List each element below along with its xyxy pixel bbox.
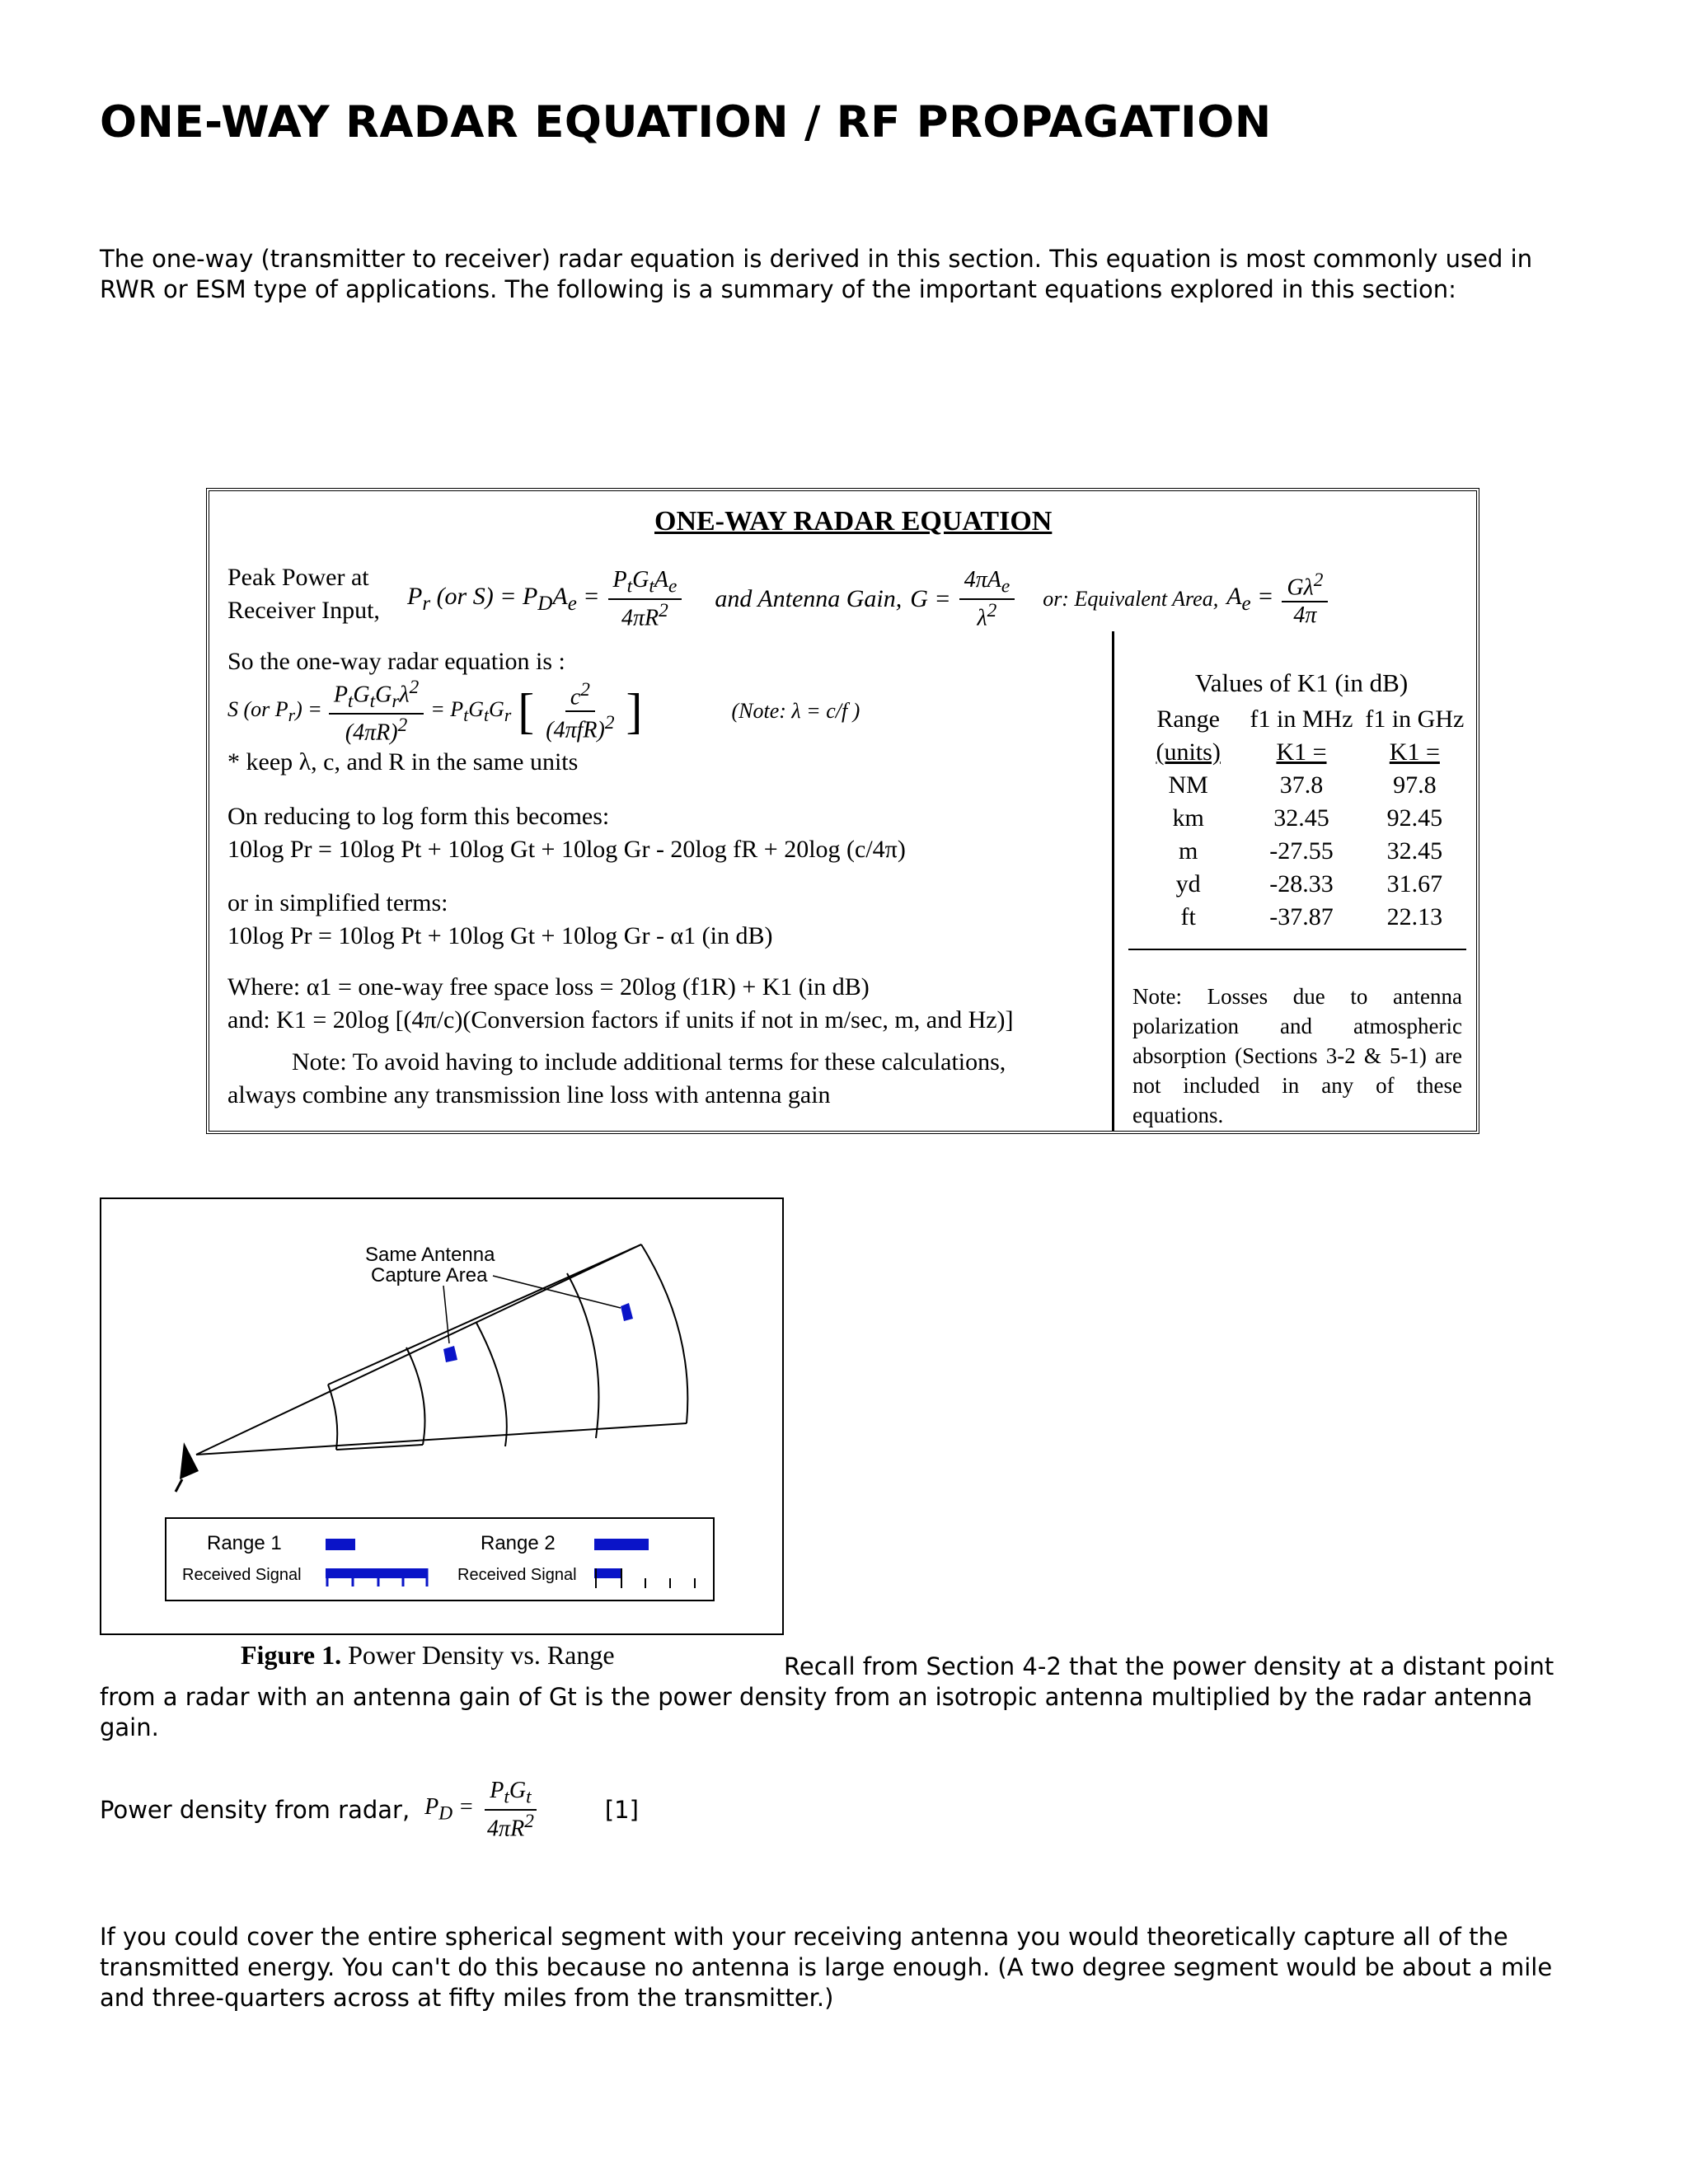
table-cell: NM bbox=[1168, 771, 1208, 799]
k1-subheader: K1 = bbox=[1276, 738, 1327, 766]
table-cell: 31.67 bbox=[1386, 870, 1443, 898]
antenna-icon bbox=[176, 1442, 199, 1492]
table-cell: ft bbox=[1180, 903, 1196, 930]
k1-table-rule bbox=[1128, 949, 1466, 950]
range2-pulse bbox=[594, 1539, 649, 1550]
table-row bbox=[1132, 769, 1470, 802]
pd-label: Power density from radar, bbox=[100, 1795, 410, 1824]
k1-subheader-row bbox=[1132, 736, 1470, 769]
k1-header: f1 in GHz bbox=[1365, 705, 1465, 733]
table-cell: 32.45 bbox=[1273, 804, 1329, 832]
figure-caption-text: Power Density vs. Range bbox=[348, 1640, 615, 1670]
range1-label: Range 1 bbox=[207, 1532, 282, 1554]
equation-box-title: ONE-WAY RADAR EQUATION bbox=[654, 506, 1053, 537]
keep-units-note: * keep λ, c, and R in the same units bbox=[227, 748, 579, 776]
table-cell: 97.8 bbox=[1393, 771, 1437, 799]
equation-box bbox=[206, 488, 1479, 1134]
k1-table bbox=[1132, 668, 1470, 934]
recall-paragraph bbox=[100, 1652, 1567, 1743]
so-text: So the one-way radar equation is : bbox=[227, 648, 565, 675]
table-row bbox=[1132, 802, 1470, 835]
peak-power-equation: $P_r$ (or $S) = P_DA_e$ = $\frac{P_tG_tA_e}{4\pi R^2}$ and Antenna Gain, G = $\frac{4\pi A_e}{\lambda^2}$ or: Equivalent Area, $A_e$ = $\frac{G\lambda^2}{4\pi}$ bbox=[407, 567, 1328, 631]
k1-header: Range bbox=[1156, 705, 1220, 733]
box-divider bbox=[1112, 631, 1114, 1131]
recall-line-1: Recall from Section 4-2 that the power density at a distant bbox=[784, 1652, 1486, 1680]
table-cell: 32.45 bbox=[1386, 837, 1443, 865]
figure-label-2: Capture Area bbox=[371, 1264, 488, 1286]
peak-label-1: Peak Power at bbox=[227, 564, 369, 591]
figure-drawing bbox=[101, 1199, 782, 1633]
table-row bbox=[1132, 868, 1470, 901]
peak-label-2: Receiver Input, bbox=[227, 597, 380, 624]
log-intro: On reducing to log form this becomes: bbox=[227, 803, 610, 830]
note-lambda-label: (Note: bbox=[731, 699, 786, 724]
range1-pulse bbox=[326, 1539, 355, 1550]
k1-subheader: (units) bbox=[1156, 738, 1221, 766]
table-row bbox=[1132, 901, 1470, 934]
figure-caption-number: Figure 1. bbox=[241, 1640, 342, 1670]
table-cell: 22.13 bbox=[1386, 903, 1443, 930]
or-area-label: or: Equivalent Area, bbox=[1043, 586, 1219, 611]
figure-label-1: Same Antenna bbox=[365, 1244, 495, 1266]
log-equation: 10log Pr = 10log Pt + 10log Gt + 10log Gr - 20log fR + 20log (c/4π) bbox=[227, 836, 906, 863]
note-line-1: Note: To avoid having to include additional terms for these calculations, bbox=[292, 1048, 1006, 1076]
intro-paragraph: The one-way (transmitter to receiver) radar equation is derived in this section. This equation is most commonly used in RWR or ESM type of applications. The following is a summary of the important equations explored in this section: bbox=[100, 245, 1533, 303]
table-cell: -28.33 bbox=[1269, 870, 1334, 898]
received-signal-1 bbox=[326, 1568, 428, 1578]
table-cell: m bbox=[1178, 837, 1198, 865]
k1-definition: and: K1 = 20log [(4π/c)(Conversion factors if units if not in m/sec, m, and Hz)] bbox=[227, 1006, 1014, 1033]
final-paragraph: If you could cover the entire spherical segment with your receiving antenna you would theoretically capture all of the transmitted energy. You can't do this because no antenna is large enough. (A two degree segment would be about a mile and three-quarters across at fifty miles from the transmitter.) bbox=[100, 1923, 1553, 2012]
range2-label: Range 2 bbox=[481, 1532, 556, 1554]
page-title: ONE-WAY RADAR EQUATION / RF PROPAGATION bbox=[100, 97, 1272, 148]
figure-power-density bbox=[100, 1197, 784, 1635]
table-cell: -27.55 bbox=[1269, 837, 1334, 865]
capture-area-far bbox=[621, 1303, 633, 1321]
signal-legend-box bbox=[166, 1518, 714, 1601]
where-line: Where: α1 = one-way free space loss = 20log (f1R) + K1 (in dB) bbox=[227, 973, 870, 1001]
capture-area-near bbox=[443, 1346, 457, 1362]
k1-subheader: K1 = bbox=[1389, 738, 1440, 766]
one-way-equation: S (or $P_r$) = $\frac{P_tG_tG_r\lambda^2}{(4\pi R)^2}$ = $P_tG_tG_r$ [ $\frac{c^2}{(4\pi fR)^2}$ ] (Note: λ = c/f ) bbox=[227, 677, 860, 746]
table-cell: -37.87 bbox=[1269, 903, 1334, 930]
power-density-equation: Power density from radar, $P_D$ = $\frac{P_tG_t}{4\pi R^2}$ [1] bbox=[100, 1778, 639, 1841]
received-signal-label-1: Received Signal bbox=[182, 1566, 302, 1584]
note-line-2: always combine any transmission line loss with antenna gain bbox=[227, 1081, 831, 1108]
k1-header: f1 in MHz bbox=[1250, 705, 1353, 733]
table-cell: km bbox=[1172, 804, 1204, 832]
simplified-intro: or in simplified terms: bbox=[227, 889, 448, 916]
table-cell: 37.8 bbox=[1279, 771, 1324, 799]
and-gain-label: and Antenna Gain, bbox=[715, 584, 903, 612]
k1-header-row bbox=[1132, 703, 1470, 736]
table-cell: yd bbox=[1175, 870, 1201, 898]
losses-note: Note: Losses due to antenna polarization and atmospheric absorption (Sections 3-2 & 5-1) are not included in any of these equations. bbox=[1132, 984, 1462, 1127]
simplified-equation: 10log Pr = 10log Pt + 10log Gt + 10log Gr - α1 (in dB) bbox=[227, 922, 773, 949]
table-row bbox=[1132, 835, 1470, 868]
recall-line-2: point from a radar with an antenna gain of Gt is the power density from an isotropic antenna multiplied by the radar antenna gain. bbox=[100, 1652, 1554, 1741]
received-signal-2 bbox=[594, 1568, 622, 1578]
received-signal-label-2: Received Signal bbox=[457, 1566, 577, 1584]
k1-table-title: Values of K1 (in dB) bbox=[1194, 668, 1409, 697]
table-cell: 92.45 bbox=[1386, 804, 1443, 832]
equation-number: [1] bbox=[604, 1795, 639, 1824]
